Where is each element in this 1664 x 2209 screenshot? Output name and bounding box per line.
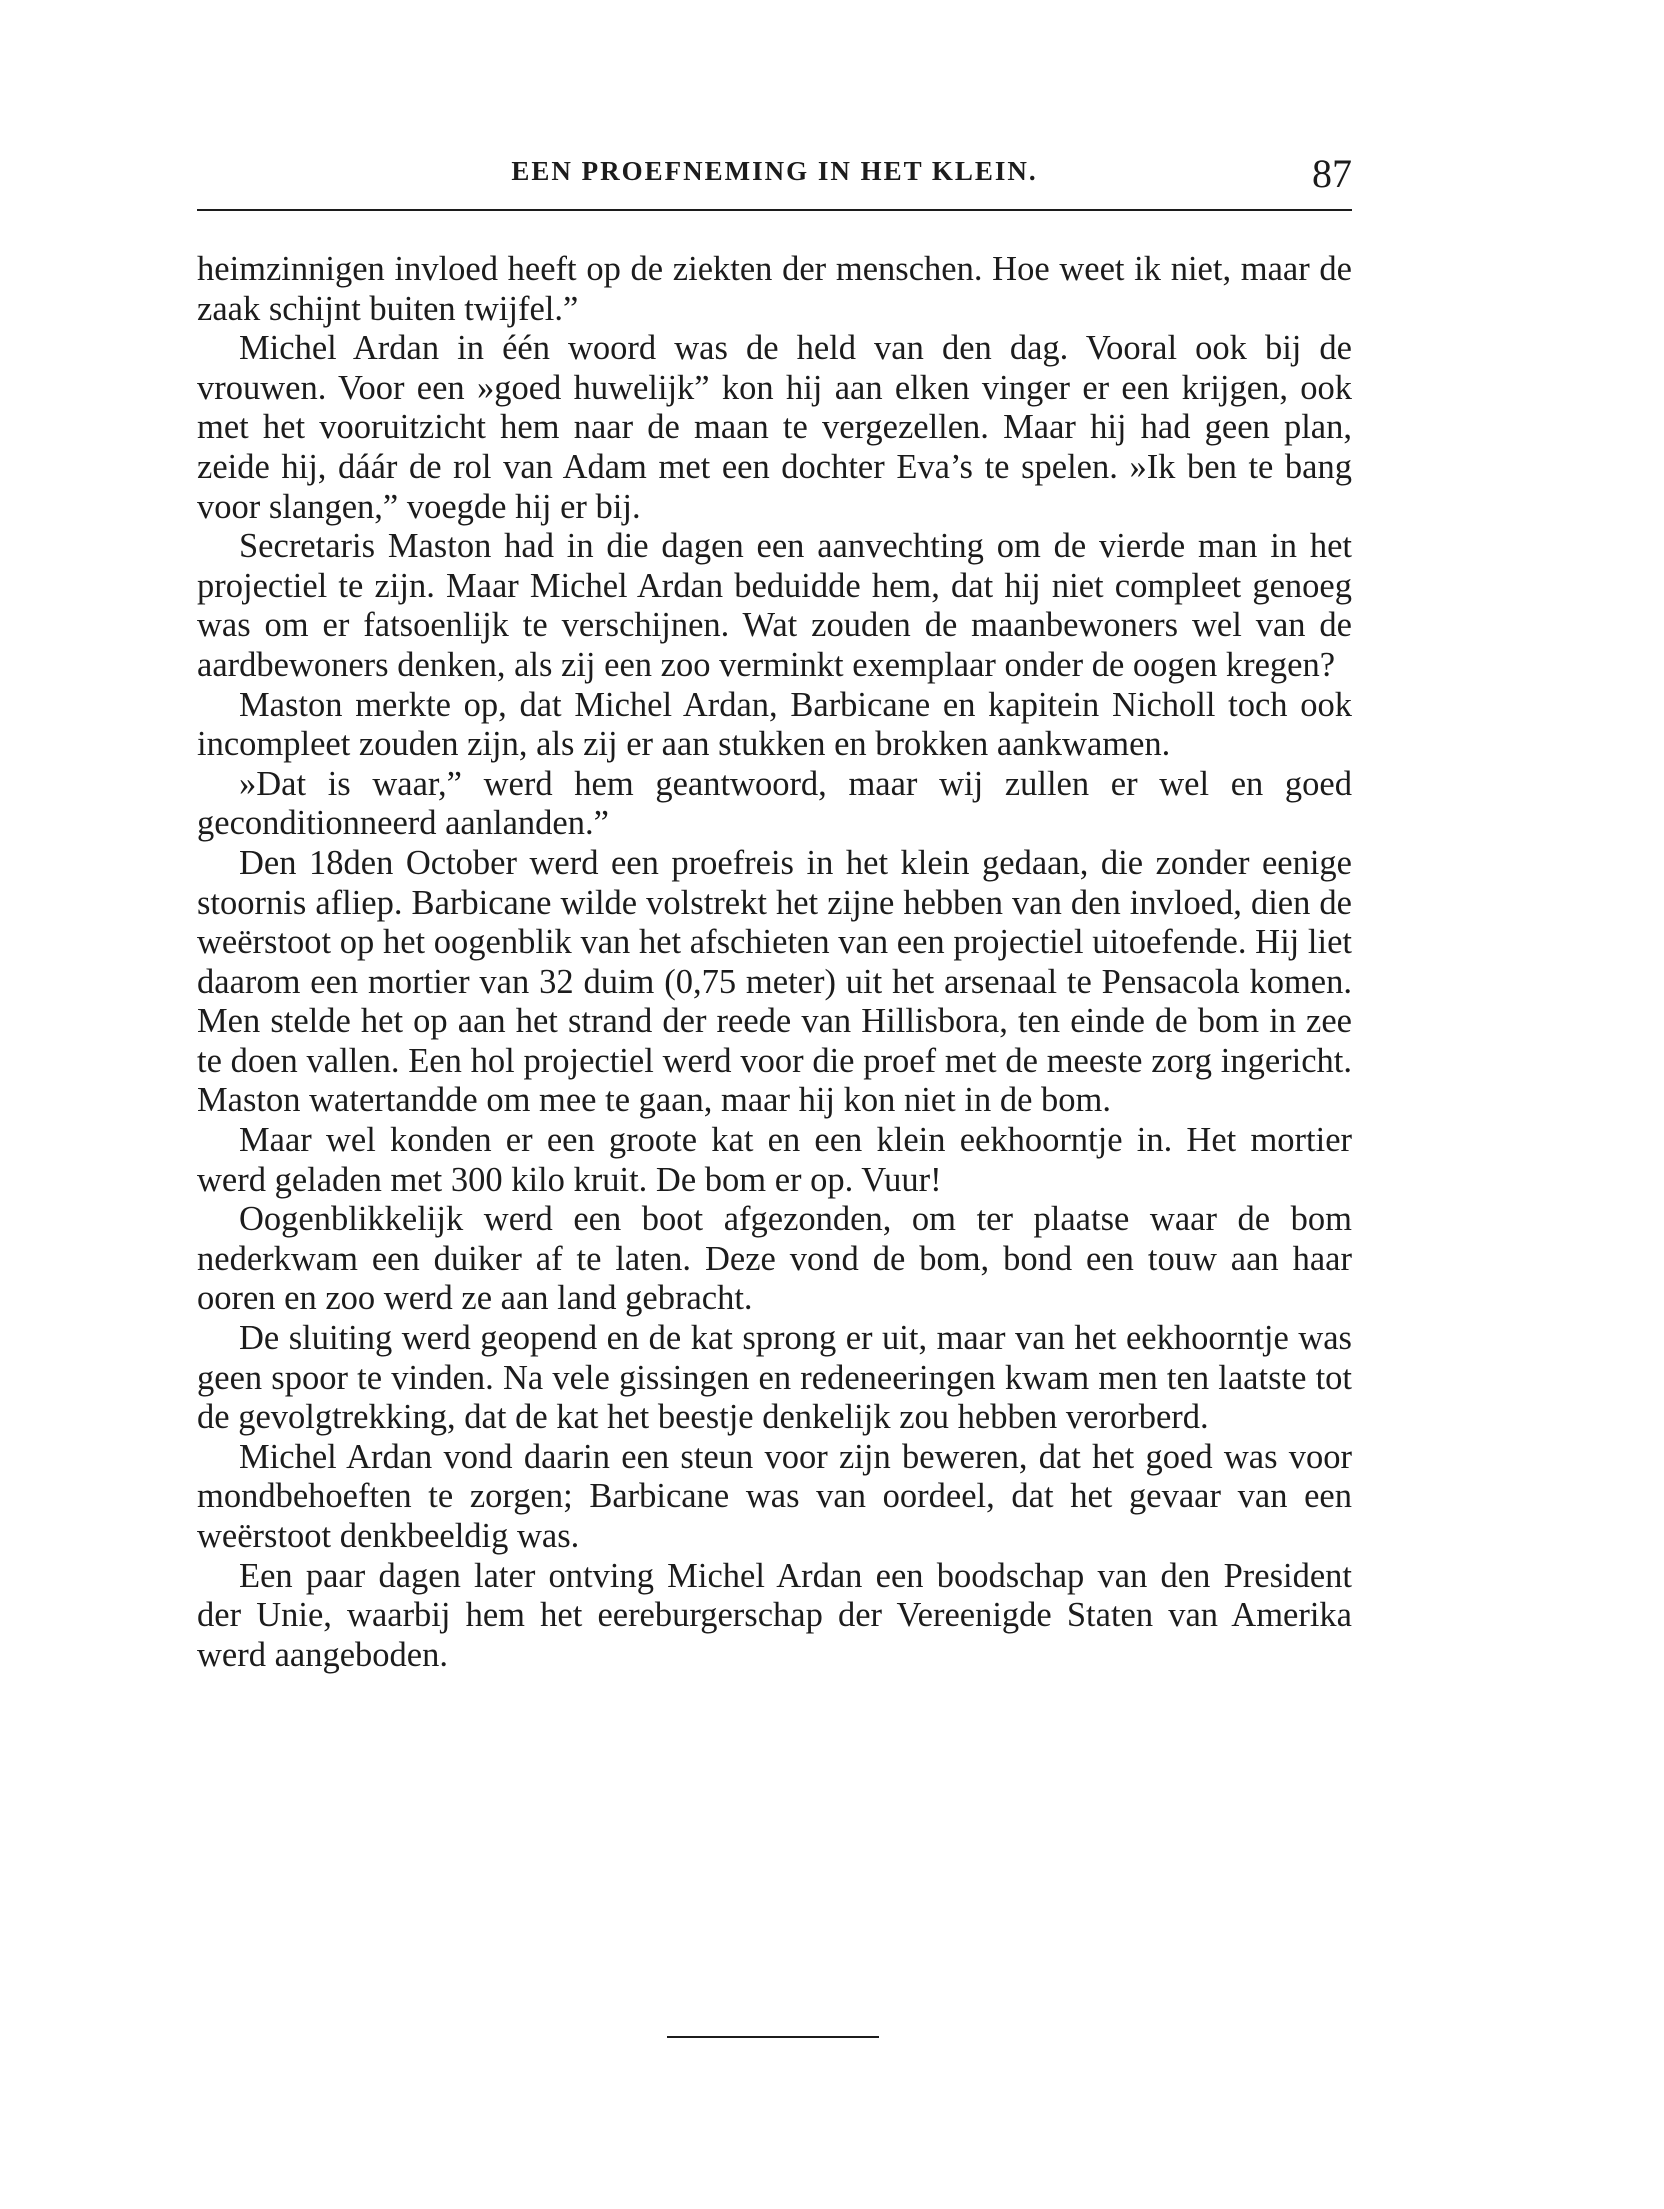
running-title: EEN PROEFNEMING IN HET KLEIN. [511,156,1038,186]
paragraph: Oogenblikkelijk werd een boot afgezonden, om ter plaatse waar de bom nederkwam een duiker af te laten. Deze vond de bom, bond een touw aan haar ooren en zoo werd ze aan land gebracht. [197,1200,1352,1318]
paragraph: »Dat is waar,” werd hem geantwoord, maar wij zullen er wel en goed geconditionneerd aanlanden.” [197,764,1352,843]
paragraph: heimzinnigen invloed heeft op de ziekten der menschen. Hoe weet ik niet, maar de zaak schijnt buiten twijfel.” [197,250,1352,328]
body-text [197,250,1352,1675]
header-divider [197,209,1352,211]
paragraph: Michel Ardan vond daarin een steun voor zijn beweren, dat het goed was voor mondbehoeften te zorgen; Barbicane was van oordeel, dat het gevaar van een weërstoot denkbeeldig was. [197,1437,1352,1555]
paragraph: Secretaris Maston had in die dagen een aanvechting om de vierde man in het projectiel te zijn. Maar Michel Ardan beduidde hem, dat hij niet compleet genoeg was om er fatsoenlijk te verschijnen. Wat zouden de maanbewoners wel van de aardbewoners denken, als zij een zoo verminkt exemplaar onder de oogen kregen? [197,527,1352,684]
page-number: 87 [1312,151,1352,196]
paragraph: Maar wel konden er een groote kat en een klein eekhoorntje in. Het mortier werd geladen met 300 kilo kruit. De bom er op. Vuur! [197,1121,1352,1199]
paragraph: De sluiting werd geopend en de kat sprong er uit, maar van het eekhoorntje was geen spoor te vinden. Na vele gissingen en redeneeringen kwam men ten laatste tot de gevolgtrekking, dat de kat het beestje denkelijk zou hebben verorberd. [197,1319,1352,1437]
paragraph: Maston merkte op, dat Michel Ardan, Barbicane en kapitein Nicholl toch ook incompleet zouden zijn, als zij er aan stukken en brokken aankwamen. [197,685,1352,764]
chapter-end-rule [667,2036,879,2038]
paragraph: Een paar dagen later ontving Michel Ardan een boodschap van den President der Unie, waarbij hem het eereburgerschap der Vereenigde Staten van Amerika werd aangeboden. [197,1556,1352,1674]
paragraph: Michel Ardan in één woord was de held van den dag. Vooral ook bij de vrouwen. Voor een »goed huwelijk” kon hij aan elken vinger er een krijgen, ook met het vooruitzicht hem naar de maan te vergezellen. Maar hij had geen plan, zeide hij, dáár de rol van Adam met een dochter Eva’s te spelen. »Ik ben te bang voor slangen,” voegde hij er bij. [197,329,1352,526]
running-header [197,150,1352,200]
paragraph: Den 18den October werd een proefreis in het klein gedaan, die zonder eenige stoornis afliep. Barbicane wilde volstrekt het zijne hebben van den invloed, dien de weërstoot op het oogenblik van het afschieten van een projectiel uitoefende. Hij liet daarom een mortier van 32 duim (0,75 meter) uit het arsenaal te Pensacola komen. Men stelde het op aan het strand der reede van Hillisbora, ten einde de bom in zee te doen vallen. Een hol projectiel werd voor die proef met de meeste zorg ingericht. Maston watertandde om mee te gaan, maar hij kon niet in de bom. [197,843,1352,1120]
